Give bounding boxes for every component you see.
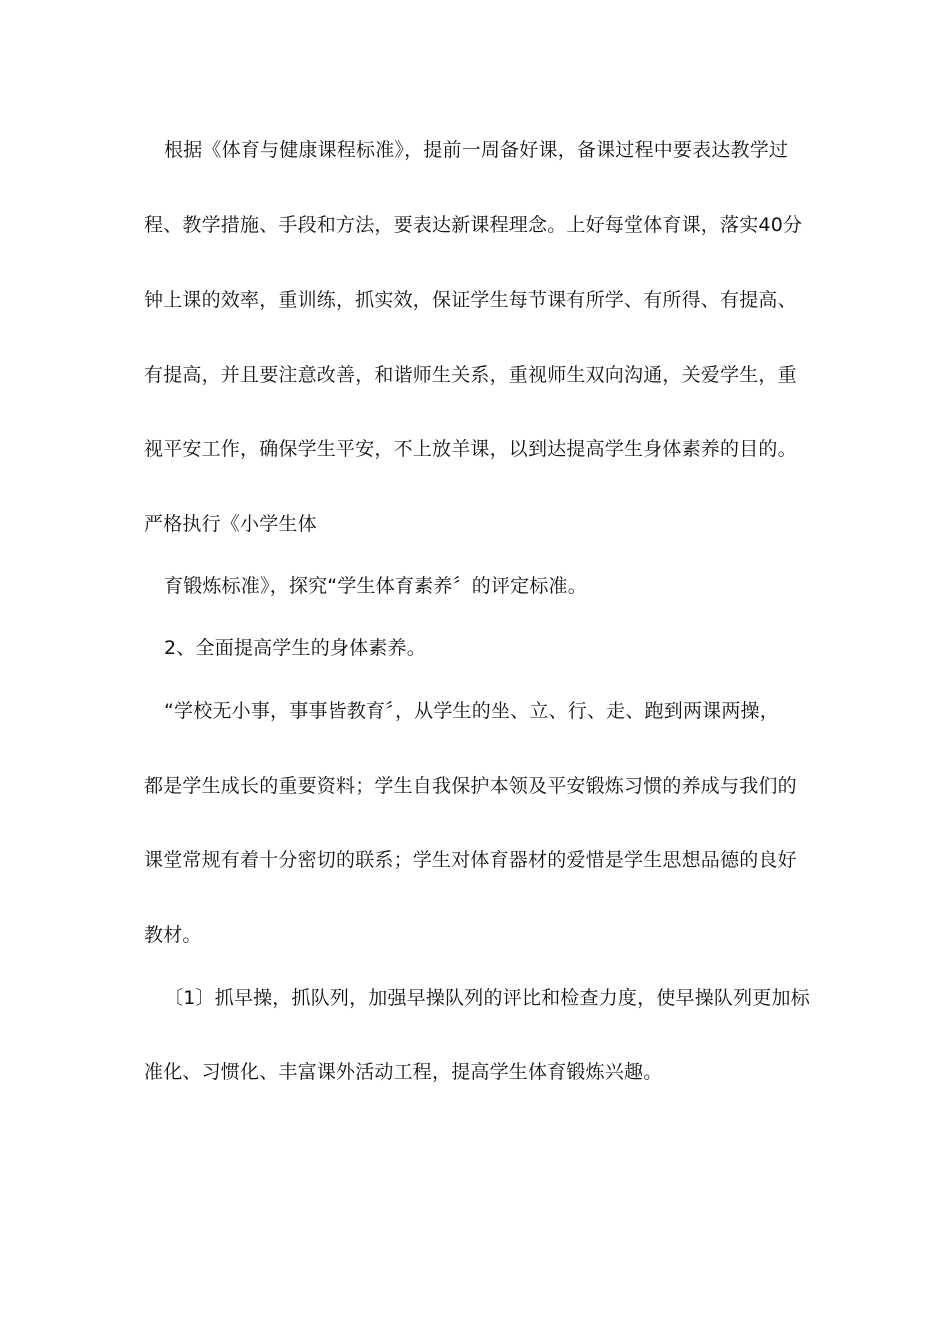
paragraph-line: 根据《体育与健康课程标准》，提前一周备好课，备课过程中要表达教学过: [164, 139, 789, 161]
paragraph-line: 教材。: [144, 924, 202, 946]
paragraph-line: 程、教学措施、手段和方法，要表达新课程理念。上好每堂体育课，落实40分: [144, 214, 803, 236]
paragraph-line: 课堂常规有着十分密切的联系；学生对体育器材的爱惜是学生思想品德的良好: [144, 849, 797, 871]
paragraph-line: 都是学生成长的重要资料；学生自我保护本领及平安锻炼习惯的养成与我们的: [144, 775, 797, 797]
paragraph-line: 有提高，并且要注意改善，和谐师生关系，重视师生双向沟通，关爱学生，重: [144, 364, 797, 386]
paragraph-line: 钟上课的效率，重训练，抓实效，保证学生每节课有所学、有所得、有提高、: [144, 289, 797, 311]
paragraph-line: “学校无小事，事事皆教育〞，从学生的坐、立、行、走、跑到两课两操，: [164, 700, 779, 722]
paragraph-line: 准化、习惯化、丰富课外活动工程，提高学生体育锻炼兴趣。: [144, 1061, 663, 1083]
section-heading: 2、全面提高学生的身体素养。: [164, 637, 426, 659]
paragraph-line: 视平安工作，确保学生平安，不上放羊课，以到达提高学生身体素养的目的。: [144, 438, 797, 460]
paragraph-line: 育锻炼标准》，探究“学生体育素养〞的评定标准。: [164, 575, 587, 597]
paragraph-line: 〔1〕抓早操，抓队列，加强早操队列的评比和检查力度，使早操队列更加标: [164, 987, 810, 1009]
paragraph-line: 严格执行《小学生体: [144, 513, 317, 535]
